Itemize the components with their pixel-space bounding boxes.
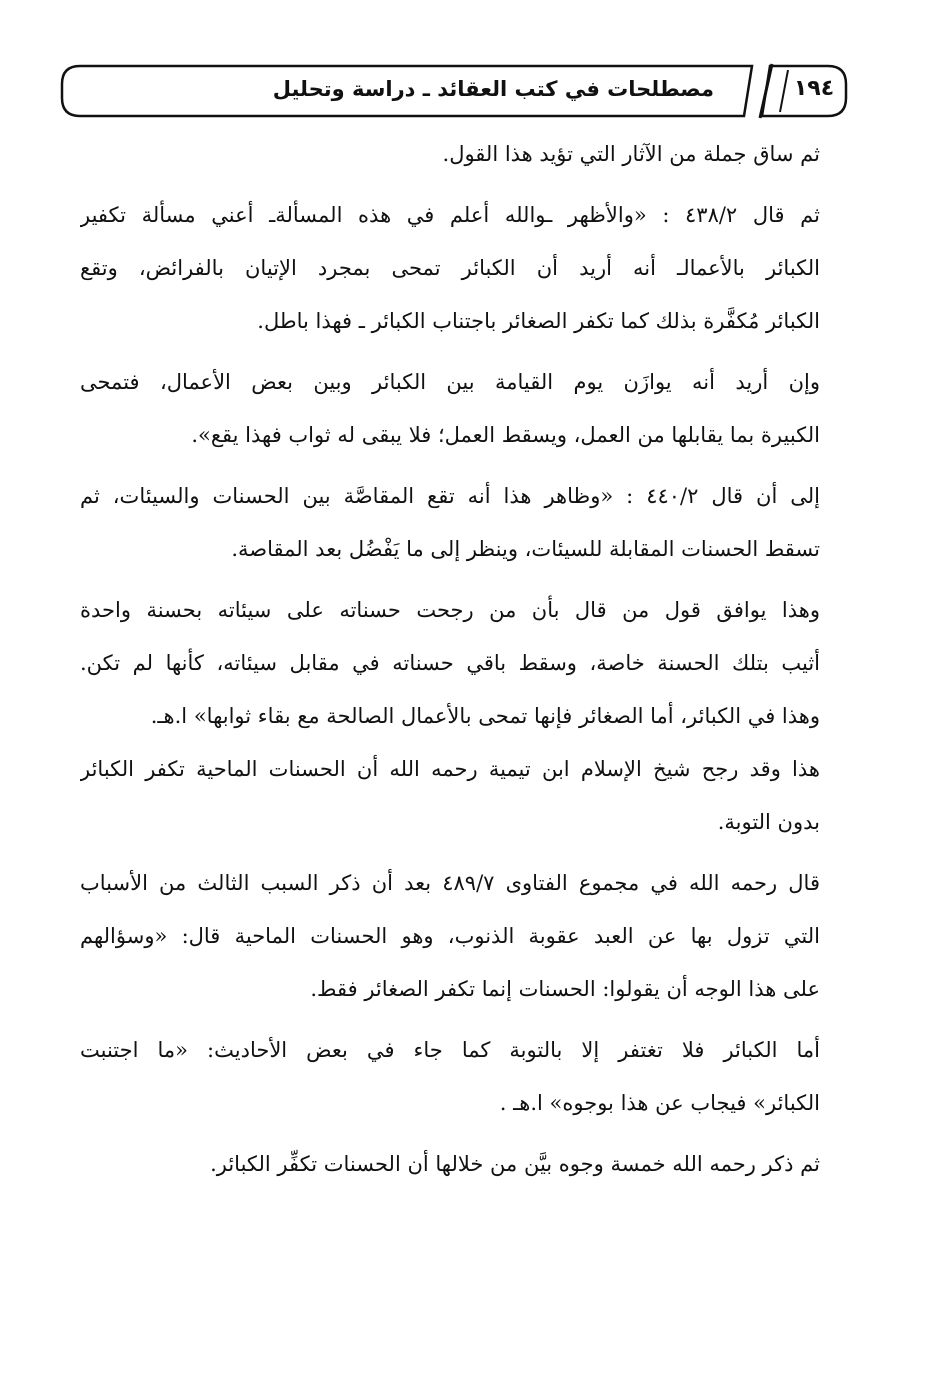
text-line: ثم ذكر رحمه الله خمسة وجوه بيَّن من خلالها أن الحسنات تكفِّر الكبائر. [210,1152,820,1176]
text-line: بدون التوبة. [717,810,820,834]
text-line: الكبائر» فيجاب عن هذا بوجوه» ا.هـ . [499,1091,820,1115]
text-line: أما الكبائر فلا تغتفر إلا بالتوبة كما جاء في بعض الأحاديث: «ما اجتنبت [80,1038,820,1062]
header-divider [760,64,772,118]
text-line: أثيب بتلك الحسنة خاصة، وسقط باقي حسناته في مقابل سيئاته، كأنها لم تكن. [80,651,820,675]
text-line: ثم قال ٤٣٨/٢ : «والأظهر ـوالله أعلم في هذه المسألةـ أعني مسألة تكفير [80,203,820,227]
text-line: تسقط الحسنات المقابلة للسيئات، وينظر إلى ما يَفْضُل بعد المقاصة. [231,537,820,561]
text-line: وإن أريد أنه يوازَن يوم القيامة بين الكبائر وبين بعض الأعمال، فتمحى [80,370,820,394]
text-line: على هذا الوجه أن يقولوا: الحسنات إنما تكفر الصغائر فقط. [310,977,820,1001]
text-line: هذا وقد رجح شيخ الإسلام ابن تيمية رحمه الله أن الحسنات الماحية تكفر الكبائر [80,757,820,781]
text-line: وهذا يوافق قول من قال بأن من رجحت حسناته على سيئاته بحسنة واحدة [80,598,820,622]
text-line: التي تزول بها عن العبد عقوبة الذنوب، وهو الحسنات الماحية قال: «وسؤالهم [80,924,820,948]
text-line: إلى أن قال ٤٤٠/٢ : «وظاهر هذا أنه تقع المقاصَّة بين الحسنات والسيئات، ثم [80,484,820,508]
text-line: الكبائر مُكفَّرة بذلك كما تكفر الصغائر باجتناب الكبائر ـ فهذا باطل. [257,309,820,333]
running-header [58,62,850,120]
body-text [80,128,820,1191]
page-number: ١٩٤ [793,76,835,101]
text-line: وهذا في الكبائر، أما الصغائر فإنها تمحى بالأعمال الصالحة مع بقاء ثوابها» ا.هـ. [150,704,820,728]
text-line: قال رحمه الله في مجموع الفتاوى ٤٨٩/٧ بعد أن ذكر السبب الثالث من الأسباب [80,871,820,895]
text-line: الكبيرة بما يقابلها من العمل، ويسقط العمل؛ فلا يبقى له ثواب فهذا يقع». [191,423,820,447]
text-line: ثم ساق جملة من الآثار التي تؤيد هذا القول. [442,142,820,166]
text-line: الكبائر بالأعمالـ أنه أريد أن الكبائر تمحى بمجرد الإتيان بالفرائض، وتقع [80,256,820,280]
header-title: مصطلحات في كتب العقائد ـ دراسة وتحليل [272,77,714,101]
